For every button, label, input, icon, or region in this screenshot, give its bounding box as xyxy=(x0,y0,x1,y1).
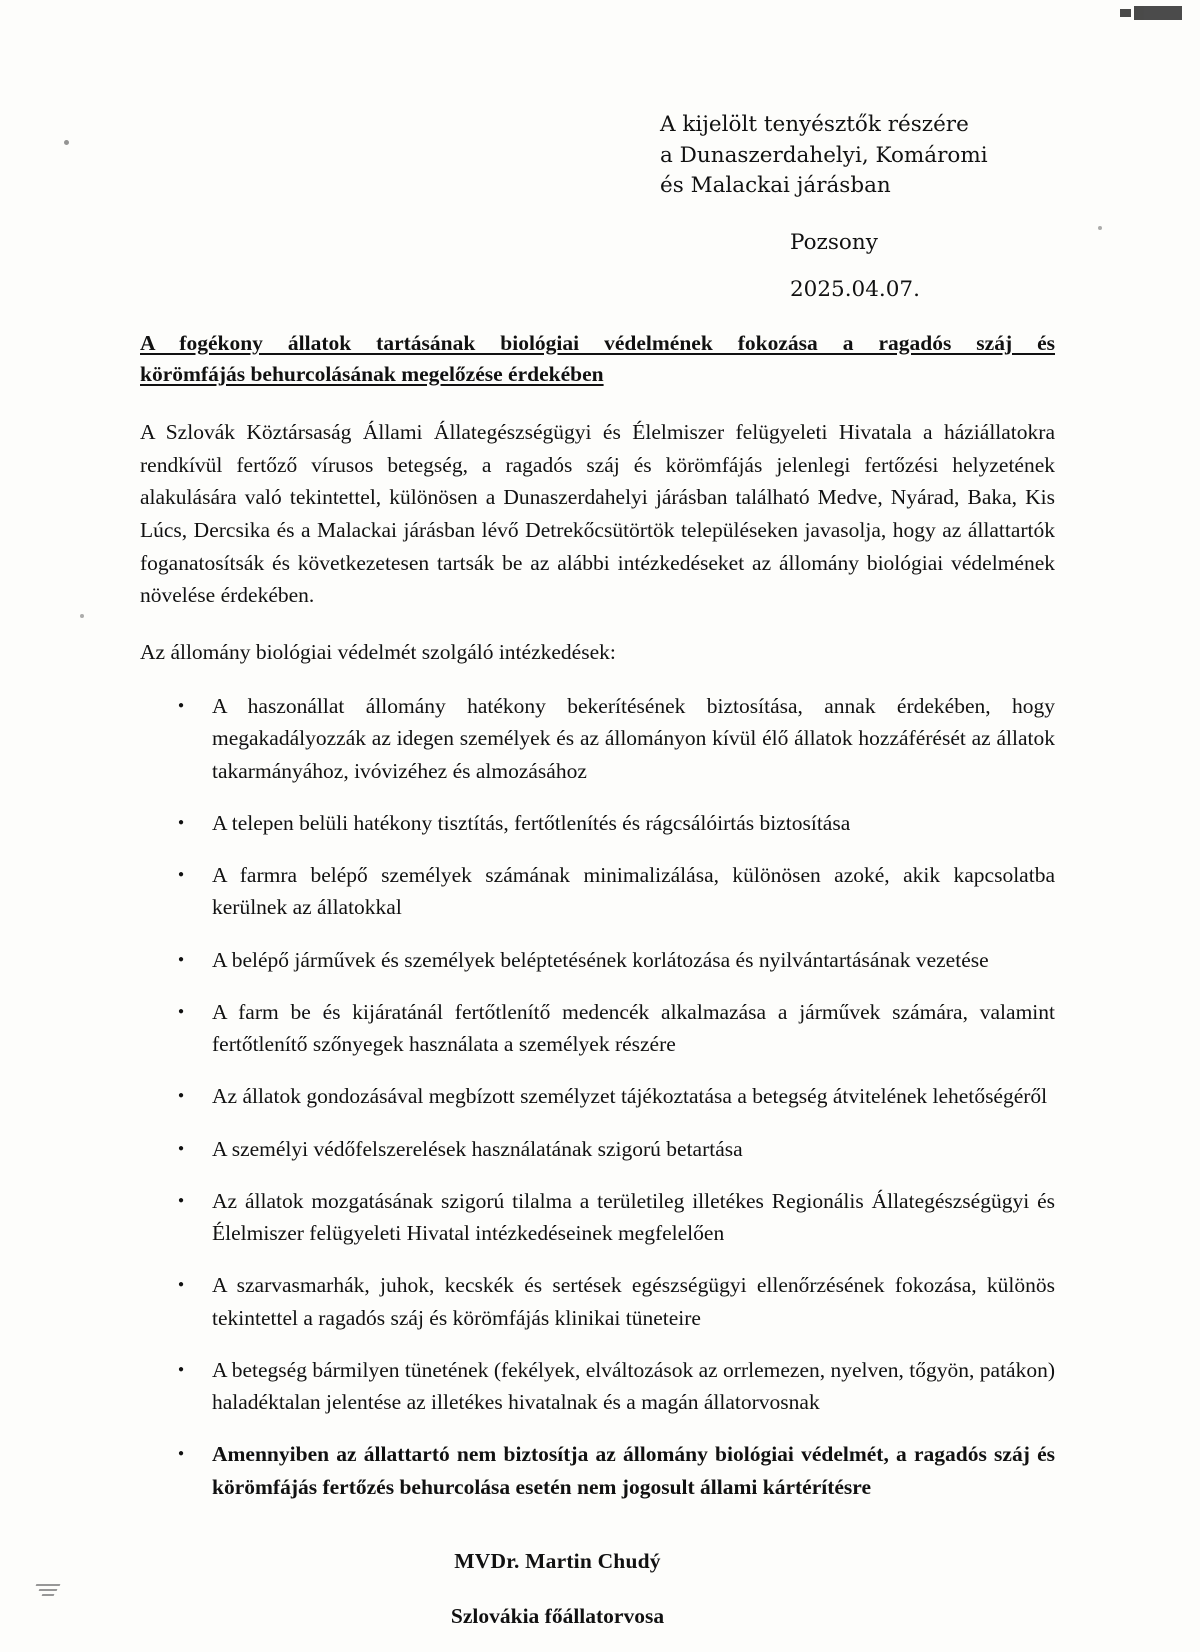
list-item: ● A telepen belüli hatékony tisztítás, fertőtlenítés és rágcsálóirtás biztosítása xyxy=(140,807,1055,839)
list-item: ● Amennyiben az állattartó nem biztosítja az állomány biológiai védelmét, a ragadós száj és körömfájás fertőzés behurcolása esetén nem jogosult állami kártérítésre xyxy=(140,1438,1055,1503)
scan-speck-icon xyxy=(80,614,84,618)
intro-paragraph: A Szlovák Köztársaság Állami Állategészségügyi és Élelmiszer felügyeleti Hivatala a háziállatokra rendkívül fertőző vírusos betegség, a ragadós száj és körömfájás jelenlegi fertőzési helyzetének alakulására való tekintettel, különösen a Dunaszerdahelyi járásban található Medve, Nyárad, Baka, Kis Lúcs, Dercsika és a Malackai járásban lévő Detrekőcsütörtök településeken javasolja, hogy az állattartók foganatosítsák és következetesen tartsák be az alábbi intézkedéseket az állomány biológiai védelmének növelése érdekében. xyxy=(140,419,1055,608)
scan-speck-icon xyxy=(1098,226,1102,230)
list-item: ● A haszonállat állomány hatékony bekerítésének biztosítása, annak érdekében, hogy megakadályozzák az idegen személyek és az állományon kívül élő állatok hozzáférését az állatok takarmányához, ivóvizéhez és almozásához xyxy=(140,690,1055,787)
list-item: ● A belépő járművek és személyek beléptetésének korlátozása és nyilvántartásának vezetése xyxy=(140,944,1055,976)
scan-speck-icon xyxy=(64,140,69,145)
list-item: ● A szarvasmarhák, juhok, kecskék és sertések egészségügyi ellenőrzésének fokozása, különös tekintettel a ragadós száj és körömfájás klinikai tüneteire xyxy=(140,1269,1055,1334)
list-item: ● Az állatok gondozásával megbízott személyzet tájékoztatása a betegség átvitelének lehetőségéről xyxy=(140,1080,1055,1112)
addressee-line-1: A kijelölt tenyésztők részére xyxy=(660,112,969,137)
signatory-role: Szlovákia főállatorvosa xyxy=(450,1603,665,1628)
document-subject xyxy=(140,328,1055,390)
signature-block xyxy=(140,1549,1055,1629)
list-item: ● A farm be és kijáratánál fertőtlenítő medencék alkalmazása a járművek számára, valamint fertőtlenítő szőnyegek használata a személyek részére xyxy=(140,996,1055,1061)
date-of-issue: 2025.04.07. xyxy=(790,276,920,302)
measures-list xyxy=(140,690,1055,1503)
list-item: ● A személyi védőfelszerelések használatának szigorú betartása xyxy=(140,1133,1055,1165)
list-item: ● A farmra belépő személyek számának minimalizálása, különösen azoké, akik kapcsolatba kerülnek az állatokkal xyxy=(140,859,1055,924)
list-item: ● A betegség bármilyen tünetének (fekélyek, elváltozások az orrlemezen, nyelven, tőgyön, patákon) haladéktalan jelentése az illetékes hivatalnak és a magán állatorvosnak xyxy=(140,1354,1055,1419)
place-of-issue: Pozsony xyxy=(790,229,878,255)
scan-artifact-icon xyxy=(36,1584,62,1600)
scan-artifact-icon xyxy=(1134,6,1182,20)
addressee-block xyxy=(660,110,1055,202)
addressee-line-2: a Dunaszerdahelyi, Komáromi xyxy=(660,142,988,168)
list-item: ● Az állatok mozgatásának szigorú tilalma a területileg illetékes Regionális Állategészségügyi és Élelmiszer felügyeleti Hivatal intézkedéseinek megfelelően xyxy=(140,1185,1055,1250)
subject-line-2: körömfájás behurcolásának megelőzése érdekében xyxy=(140,361,604,386)
signatory-name: MVDr. Martin Chudý xyxy=(454,1548,661,1573)
document-body xyxy=(140,110,1055,1629)
addressee-line-3: és Malackai járásban xyxy=(660,173,891,199)
measures-lead-in: Az állomány biológiai védelmét szolgáló intézkedések: xyxy=(140,639,616,664)
subject-line-1: A fogékony állatok tartásának biológiai védelmének fokozása a ragadós száj és xyxy=(140,330,1055,355)
